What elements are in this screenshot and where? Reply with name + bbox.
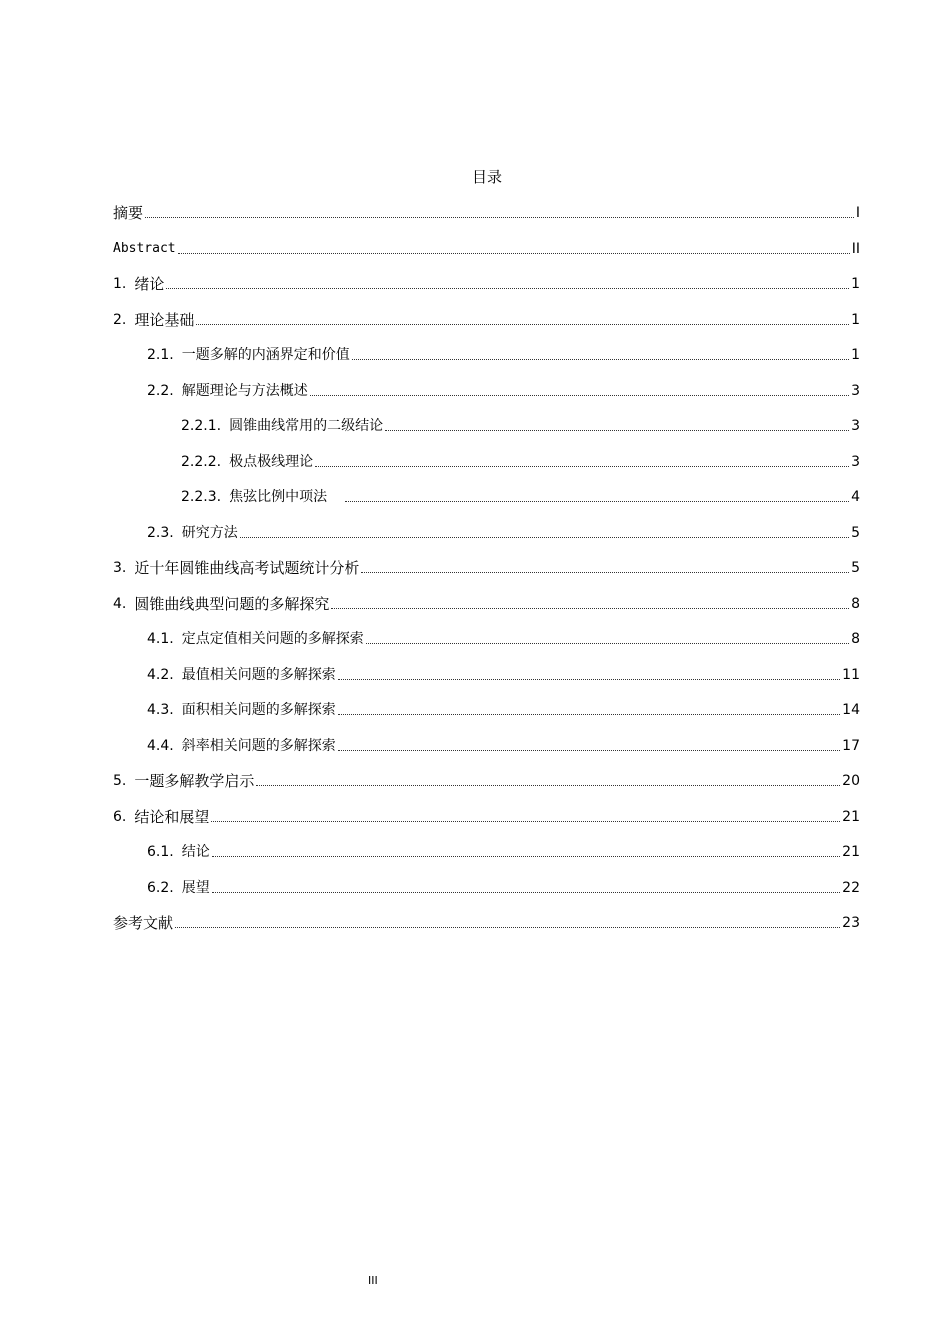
toc-entry-number: 2. <box>113 312 127 328</box>
toc-entry-number: 2.1. <box>147 347 174 363</box>
toc-entry-page: I <box>855 205 860 221</box>
toc-entry-2-1[interactable] <box>113 342 860 364</box>
toc-entry-4-3[interactable] <box>113 697 860 719</box>
toc-entry-page: 21 <box>842 844 860 860</box>
toc-entry-number: 3. <box>113 560 127 576</box>
toc-entry-number: 4.3. <box>147 702 174 718</box>
toc-entry-5[interactable] <box>113 768 860 790</box>
toc-leader-dots <box>338 750 840 751</box>
toc-entry-number: 2.2.3. <box>181 489 222 505</box>
toc-entry-page: 1 <box>851 312 860 328</box>
toc-entry-6[interactable] <box>113 804 860 826</box>
toc-entry-label: 展望 <box>181 880 210 896</box>
toc-entry-page: 3 <box>851 454 860 470</box>
toc-entry-label: 理论基础 <box>134 311 195 329</box>
toc-entry-abstract-en[interactable] <box>113 236 860 258</box>
toc-leader-dots <box>212 856 840 857</box>
toc-entry-page: 23 <box>842 915 860 931</box>
toc-entry-6-1[interactable] <box>113 839 860 861</box>
toc-entry-4[interactable] <box>113 591 860 613</box>
toc-leader-dots <box>196 324 849 325</box>
toc-entry-label: 面积相关问题的多解探索 <box>181 702 336 718</box>
toc-entry-page: 5 <box>851 560 860 576</box>
toc-entry-page: 11 <box>842 667 860 683</box>
toc-leader-dots <box>331 608 849 609</box>
toc-entry-1[interactable] <box>113 271 860 293</box>
toc-entry-number: 4. <box>113 596 127 612</box>
toc-entry-number: 4.4. <box>147 738 174 754</box>
toc-entry-number: 2.2.1. <box>181 418 222 434</box>
toc-entry-label: 近十年圆锥曲线高考试题统计分析 <box>134 559 360 577</box>
toc-entry-label: 结论 <box>181 844 210 860</box>
toc-entry-label: 圆锥曲线典型问题的多解探究 <box>134 595 330 613</box>
toc-entry-page: 21 <box>842 809 860 825</box>
toc-entry-4-2[interactable] <box>113 662 860 684</box>
toc-entry-2-2-2[interactable] <box>113 449 860 471</box>
toc-entry-number: 1. <box>113 276 127 292</box>
toc-entry-number: 6.2. <box>147 880 174 896</box>
toc-leader-dots <box>256 785 840 786</box>
toc-entry-label: 定点定值相关问题的多解探索 <box>181 631 364 647</box>
toc-entry-page: 8 <box>851 596 860 612</box>
toc-leader-dots <box>212 892 840 893</box>
toc-leader-dots <box>310 395 849 396</box>
toc-leader-dots <box>361 572 849 573</box>
toc-entry-2-2-3[interactable] <box>113 484 860 506</box>
toc-entry-page: 5 <box>851 525 860 541</box>
toc-entry-label: 参考文献 <box>113 914 174 932</box>
toc-title: 目录 <box>471 168 502 186</box>
toc-entry-number: 6.1. <box>147 844 174 860</box>
toc-entry-2-3[interactable] <box>113 520 860 542</box>
toc-entry-2[interactable] <box>113 307 860 329</box>
toc-entry-2-2-1[interactable] <box>113 413 860 435</box>
toc-entry-label: 绪论 <box>134 275 165 293</box>
toc-entry-page: 14 <box>842 702 860 718</box>
toc-leader-dots <box>145 217 854 218</box>
toc-leader-dots <box>366 643 849 644</box>
toc-entry-page: 22 <box>842 880 860 896</box>
toc-entry-page: 1 <box>851 347 860 363</box>
toc-entry-page: 17 <box>842 738 860 754</box>
toc-entry-3[interactable] <box>113 555 860 577</box>
toc-entry-4-1[interactable] <box>113 626 860 648</box>
toc-entry-label: 一题多解教学启示 <box>134 772 255 790</box>
toc-entry-label: 结论和展望 <box>134 808 210 826</box>
toc-leader-dots <box>166 288 849 289</box>
page-number-footer: III <box>368 1274 378 1287</box>
toc-entry-label: 研究方法 <box>181 525 238 541</box>
toc-entry-number: 4.1. <box>147 631 174 647</box>
toc-leader-dots <box>338 679 840 680</box>
toc-entry-label: 一题多解的内涵界定和价值 <box>181 347 350 363</box>
toc-entry-2-2[interactable] <box>113 378 860 400</box>
toc-leader-dots <box>385 430 849 431</box>
toc-leader-dots <box>178 253 850 254</box>
toc-entry-label: 焦弦比例中项法 <box>229 489 328 505</box>
toc-entry-abstract-cn[interactable] <box>113 200 860 222</box>
toc-entry-number: 5. <box>113 773 127 789</box>
toc-entry-page: 3 <box>851 383 860 399</box>
toc-entry-number: 6. <box>113 809 127 825</box>
toc-entry-label: 斜率相关问题的多解探索 <box>181 738 336 754</box>
toc-entry-6-2[interactable] <box>113 875 860 897</box>
toc-entry-page: 1 <box>851 276 860 292</box>
toc-leader-dots <box>240 537 849 538</box>
toc-entry-page: 8 <box>851 631 860 647</box>
toc-entry-label: 圆锥曲线常用的二级结论 <box>229 418 384 434</box>
toc-entry-label: Abstract <box>113 241 176 256</box>
toc-entry-label: 最值相关问题的多解探索 <box>181 667 336 683</box>
toc-entry-number: 4.2. <box>147 667 174 683</box>
toc-leader-dots <box>315 466 849 467</box>
toc-leader-dots <box>345 501 849 502</box>
toc-entry-label: 解题理论与方法概述 <box>181 383 308 399</box>
toc-leader-dots <box>211 821 840 822</box>
toc-entry-label: 极点极线理论 <box>229 454 314 470</box>
toc-entry-number: 2.3. <box>147 525 174 541</box>
toc-entry-page: 20 <box>842 773 860 789</box>
toc-entry-4-4[interactable] <box>113 733 860 755</box>
toc-entry-page: II <box>851 241 860 257</box>
toc-entry-references[interactable] <box>113 910 860 932</box>
toc-entry-number: 2.2. <box>147 383 174 399</box>
toc-entry-label: 摘要 <box>113 204 144 222</box>
toc-leader-dots <box>338 714 840 715</box>
toc-entry-page: 4 <box>851 489 860 505</box>
toc-entry-number: 2.2.2. <box>181 454 222 470</box>
toc-leader-dots <box>175 927 840 928</box>
toc-leader-dots <box>352 359 849 360</box>
toc-entry-page: 3 <box>851 418 860 434</box>
